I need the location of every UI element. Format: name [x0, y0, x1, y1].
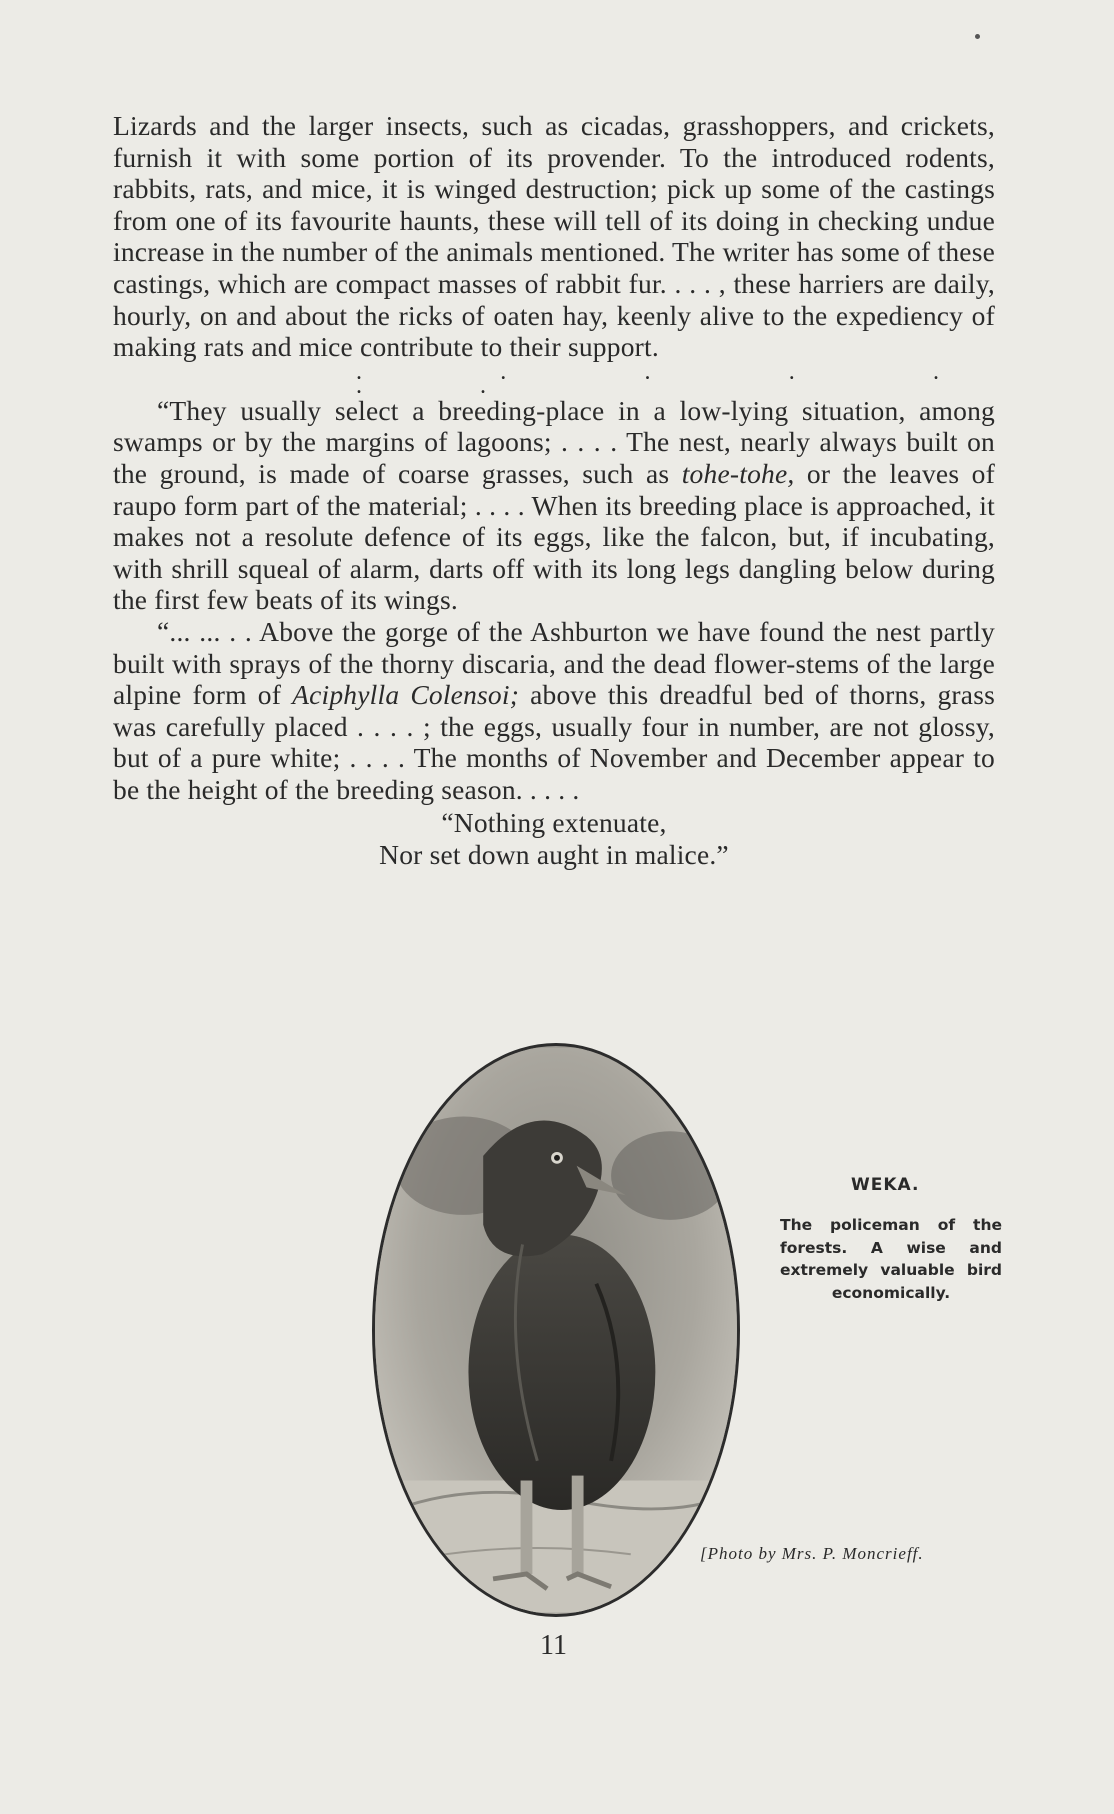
paragraph-1: Lizards and the larger insects, such as cicadas, grasshoppers, and crickets, furnish it with some portion of its provender. To the introduced rodents, rabbits, rats, and mice, it is winged destruction; pick up some of the castings from one of its favourite haunts, these will tell of its doing in checking undue increase in the number of the animals mentioned. The writer has some of these castings, which are compact masses of rabbit fur. . . . , these harriers are daily, hourly, on and about the ricks of oaten hay, keenly alive to the expediency of making rats and mice contribute to their support. — [113, 110, 995, 363]
quote-line-2: Nor set down aught in malice.” — [379, 839, 729, 871]
quotation — [113, 807, 995, 871]
separator-dots: . . . . . . . — [356, 358, 995, 399]
weka-bird-illustration — [375, 1046, 737, 1614]
paragraph-2-text-a: “They usually select a breeding-place in a low-lying situation, among swamps or by the margins of lagoons; . . . . The nest, nearly always built on the ground, is made of coarse grasses, such as — [113, 394, 995, 489]
paragraph-3-italic: Aciphylla Colensoi; — [292, 679, 520, 711]
paragraph-2-italic: tohe-tohe, — [681, 457, 795, 489]
ink-speck — [975, 34, 980, 39]
caption-title: WEKA. — [851, 1175, 920, 1195]
paragraph-3 — [113, 616, 995, 806]
paragraph-2-text-b: or the leaves of raupo form part of the material; . . . . When its breeding place is approached, it makes not a resolute defence of its eggs, like the falcon, but, if incubating, with shrill squeal of alarm, darts off with its long legs dangling below during the first few beats of its wings. — [113, 457, 995, 616]
caption-text: The policeman of the forests. A wise and extremely valuable bird economically. — [780, 1216, 1002, 1302]
body-text — [113, 110, 995, 871]
paragraph-3-text-b: above this dreadful bed of thorns, grass was carefully placed . . . . ; the eggs, usually four in number, are not glossy, but of a pure white; . . . . The months of November and December appear to be the height of the breeding season. . . . . — [113, 679, 995, 805]
page-number: 11 — [540, 1630, 567, 1661]
weka-photo — [372, 1043, 740, 1617]
photo-credit: [Photo by Mrs. P. Moncrieff. — [700, 1544, 924, 1563]
paragraph-2 — [113, 395, 995, 616]
section-separator — [113, 358, 995, 399]
quote-line-1: “Nothing extenuate, — [441, 807, 667, 839]
paragraph-3-text-a: “... ... . . Above the gorge of the Ashburton we have found the nest partly built with sprays of the thorny discaria, and the dead flower-stems of the large alpine form of — [113, 615, 995, 711]
